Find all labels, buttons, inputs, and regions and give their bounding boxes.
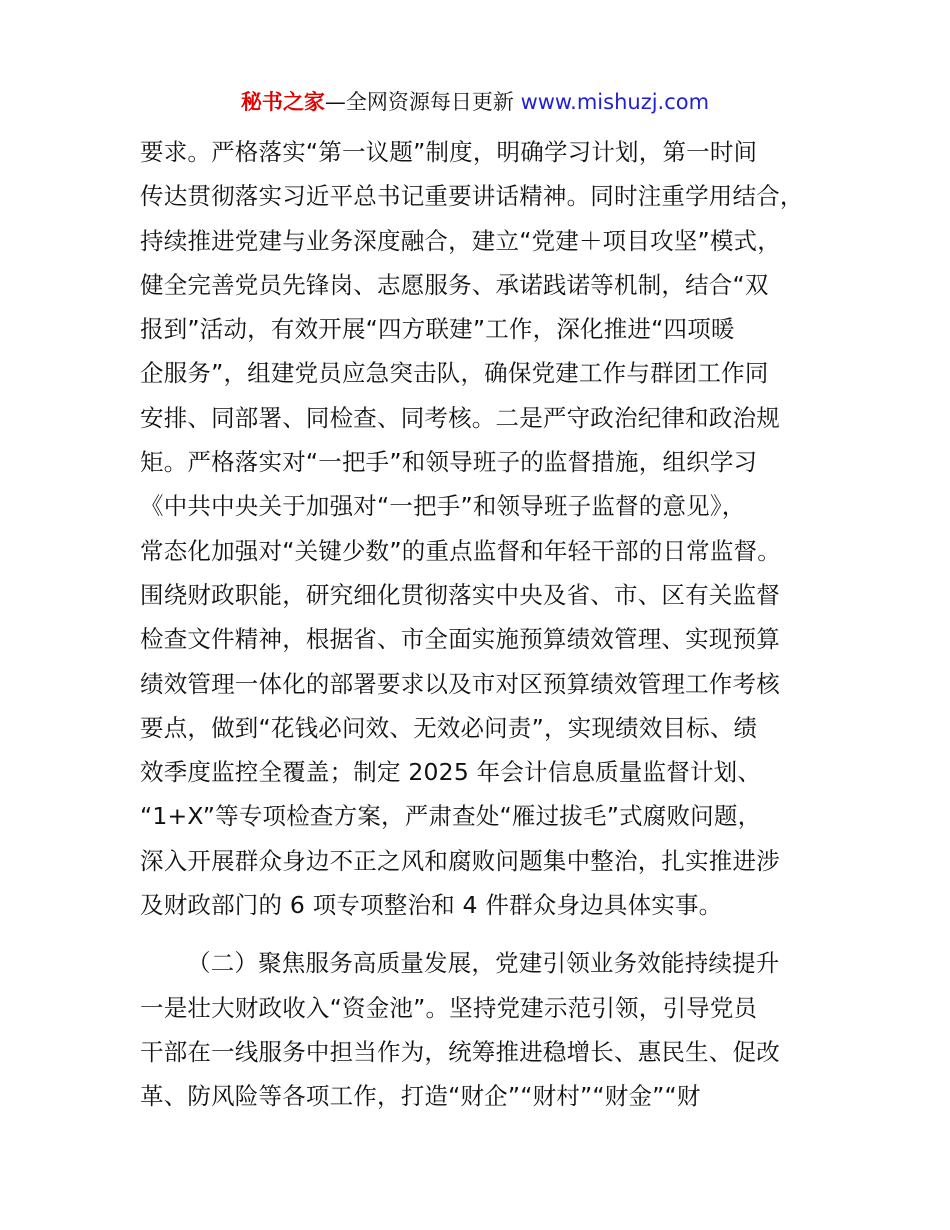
body-line: 革、防风险等各项工作，打造“财企”“财村”“财金”“财 bbox=[140, 1082, 701, 1111]
body-line: 安排、同部署、同检查、同考核。二是严守政治纪律和政治规 bbox=[140, 403, 780, 432]
header-brand: 秘书之家 bbox=[240, 90, 325, 114]
body-line: 干部在一线服务中担当作为，统筹推进稳增长、惠民生、促改 bbox=[140, 1037, 780, 1066]
body-line: 持续推进党建与业务深度融合，建立“党建＋项目攻坚”模式， bbox=[140, 226, 781, 255]
section-heading: （二）聚焦服务高质量发展，党建引领业务效能持续提升 bbox=[187, 949, 780, 978]
header-tagline: —全网资源每日更新 bbox=[324, 90, 521, 114]
body-line: 一是壮大财政收入“资金池”。坚持党建示范引领，引导党员 bbox=[140, 993, 758, 1022]
body-line: “1+X”等专项检查方案，严肃查处“雁过拔毛”式腐败问题， bbox=[140, 802, 762, 831]
body-line: 效季度监控全覆盖；制定 2025 年会计信息质量监督计划、 bbox=[140, 758, 762, 787]
body-line: 绩效管理一体化的部署要求以及市对区预算绩效管理工作考核 bbox=[140, 669, 780, 698]
header-site-link[interactable]: www.mishuzj.com bbox=[520, 90, 710, 114]
body-line: 及财政部门的 6 项专项整治和 4 件群众身边具体实事。 bbox=[140, 891, 723, 920]
body-line: 企服务”，组建党员应急突击队，确保党建工作与群团工作同 bbox=[140, 359, 769, 388]
body-line: 《中共中央关于加强对“一把手”和领导班子监督的意见》， bbox=[140, 492, 746, 521]
body-line: 要求。严格落实“第一议题”制度，明确学习计划，第一时间 bbox=[140, 138, 758, 166]
body-line: 健全完善党员先锋岗、志愿服务、承诺践诺等机制，结合“双 bbox=[140, 270, 769, 299]
body-line: 围绕财政职能，研究细化贯彻落实中央及省、市、区有关监督 bbox=[140, 580, 780, 609]
body-line: 检查文件精神，根据省、市全面实施预算绩效管理、实现预算 bbox=[140, 625, 780, 654]
body-line: 深入开展群众身边不正之风和腐败问题集中整治，扎实推进涉 bbox=[140, 846, 780, 875]
body-line: 常态化加强对“关键少数”的重点监督和年轻干部的日常监督。 bbox=[140, 536, 781, 565]
body-line: 矩。严格落实对“一把手”和领导班子的监督措施，组织学习 bbox=[140, 448, 758, 477]
body-line: 传达贯彻落实习近平总书记重要讲话精神。同时注重学用结合， bbox=[140, 182, 804, 211]
body-line: 报到”活动，有效开展“四方联建”工作，深化推进“四项暖 bbox=[140, 315, 735, 344]
document-body bbox=[140, 130, 820, 1119]
body-line: 要点，做到“花钱必问效、无效必问责”，实现绩效目标、绩 bbox=[140, 713, 758, 742]
page-header bbox=[0, 86, 950, 118]
